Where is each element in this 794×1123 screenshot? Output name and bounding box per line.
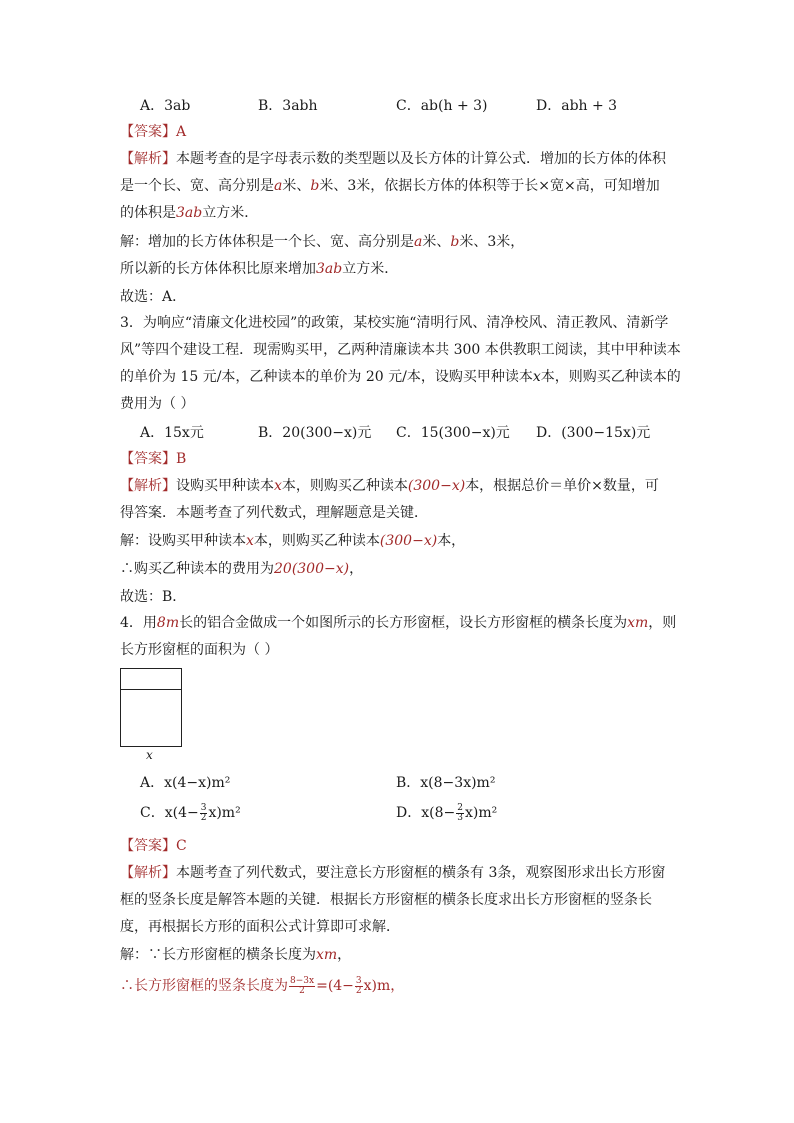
q3-option-d: D．(300−15x)元 bbox=[536, 425, 651, 441]
figure-label-x: x bbox=[146, 748, 153, 762]
q3-solution-line-1: 解：设购买甲种读本x本，则购买乙种读本(300−x)本， bbox=[120, 533, 466, 549]
q4-analysis-line-2: 框的竖条长度是解答本题的关键．根据长方形窗框的横条长度求出长方形窗框的竖条长 bbox=[120, 892, 652, 908]
window-frame-crossbar bbox=[120, 689, 182, 690]
q2-solution-line-2: 所以新的长方体体积比原来增加3ab立方米． bbox=[120, 261, 399, 277]
q4-analysis-label: 【解析】 bbox=[120, 865, 176, 881]
q2-option-c: C．ab(h + 3) bbox=[396, 98, 488, 114]
q4-stem-line-2: 长方形窗框的面积为（ ） bbox=[120, 642, 279, 658]
q3-analysis-label: 【解析】 bbox=[120, 478, 176, 494]
q4-option-d-fraction: $\frac{2}{3}$ bbox=[457, 802, 463, 823]
q4-solution-line-2: ∴长方形窗框的竖条长度为 $\frac{8-3x}{2}$ =(4− $\frac{3}{2}$ x)m， bbox=[120, 975, 405, 996]
q3-analysis-line-2: 得答案．本题考查了列代数式，理解题意是关键． bbox=[120, 505, 428, 521]
q4-option-b: B．x(8−3x)m² bbox=[396, 775, 496, 791]
q4-answer: 【答案】C bbox=[120, 838, 187, 854]
q4-solution-line-1: 解：∵长方形窗框的横条长度为xm， bbox=[120, 947, 352, 963]
q3-analysis-line-1: 【解析】设购买甲种读本x本，则购买乙种读本(300−x)本，根据总价＝单价×数量，可 bbox=[120, 478, 659, 494]
q4-stem-line-1: 4．用8m长的铝合金做成一个如图所示的长方形窗框，设长方形窗框的横条长度为xm，则 bbox=[120, 615, 677, 631]
q2-answer: 【答案】A bbox=[120, 124, 187, 140]
q2-option-b: B．3abh bbox=[258, 98, 318, 114]
q3-option-c: C．15(300−x)元 bbox=[396, 425, 510, 441]
q2-analysis-label: 【解析】 bbox=[120, 151, 176, 167]
q3-option-b: B．20(300−x)元 bbox=[258, 425, 372, 441]
q2-option-a: A．3ab bbox=[140, 98, 191, 114]
q3-choice: 故选：B． bbox=[120, 589, 187, 605]
q4-option-a: A．x(4−x)m² bbox=[140, 775, 231, 791]
q2-analysis-line-2: 是一个长、宽、高分别是a米、b米、3米，依据长方体的体积等于长×宽×高，可知增加 bbox=[120, 178, 660, 194]
q2-option-d: D．abh + 3 bbox=[536, 98, 618, 114]
q4-solution-inner-fraction: $\frac{3}{2}$ bbox=[355, 975, 362, 996]
q2-analysis-line-3: 的体积是3ab立方米． bbox=[120, 205, 259, 221]
window-frame-figure bbox=[120, 668, 182, 747]
q3-solution-line-2: ∴购买乙种读本的费用为20(300−x)， bbox=[120, 561, 364, 577]
q3-stem-line-3: 的单价为 15 元/本，乙种读本的单价为 20 元/本，设购买甲种读本x本，则购买乙种读本的 bbox=[120, 369, 681, 385]
q4-analysis-line-1: 【解析】本题考查了列代数式，要注意长方形窗框的横条有 3条，观察图形求出长方形窗 bbox=[120, 865, 666, 881]
q4-solution-fraction: $\frac{8-3x}{2}$ bbox=[290, 975, 315, 996]
q4-analysis-line-3: 度，再根据长方形的面积公式计算即可求解． bbox=[120, 919, 400, 935]
q2-solution-line-1: 解：增加的长方体体积是一个长、宽、高分别是a米、b米、3米， bbox=[120, 234, 525, 250]
q3-option-a: A．15x元 bbox=[140, 425, 204, 441]
q3-stem-line-2: 风”等四个建设工程．现需购买甲，乙两种清廉读本共 300 本供教职工阅读，其中甲种读本 bbox=[120, 342, 681, 358]
q3-stem-line-4: 费用为（ ） bbox=[120, 396, 195, 412]
q2-analysis-line-1: 【解析】本题考查的是字母表示数的类型题以及长方体的计算公式．增加的长方体的体积 bbox=[120, 151, 666, 167]
q4-option-d: D．x(8− $\frac{2}{3}$ x)m² bbox=[396, 802, 498, 823]
q4-option-c-fraction: $\frac{3}{2}$ bbox=[200, 802, 207, 823]
q4-option-c: C．x(4− $\frac{3}{2}$ x)m² bbox=[140, 802, 241, 823]
q3-stem-line-1: 3．为响应“清廉文化进校园”的政策，某校实施“清明行风、清净校风、清正教风、清新学 bbox=[120, 315, 669, 331]
q2-choice: 故选：A． bbox=[120, 289, 187, 305]
q3-answer: 【答案】B bbox=[120, 451, 187, 467]
window-frame-outline bbox=[120, 668, 182, 747]
